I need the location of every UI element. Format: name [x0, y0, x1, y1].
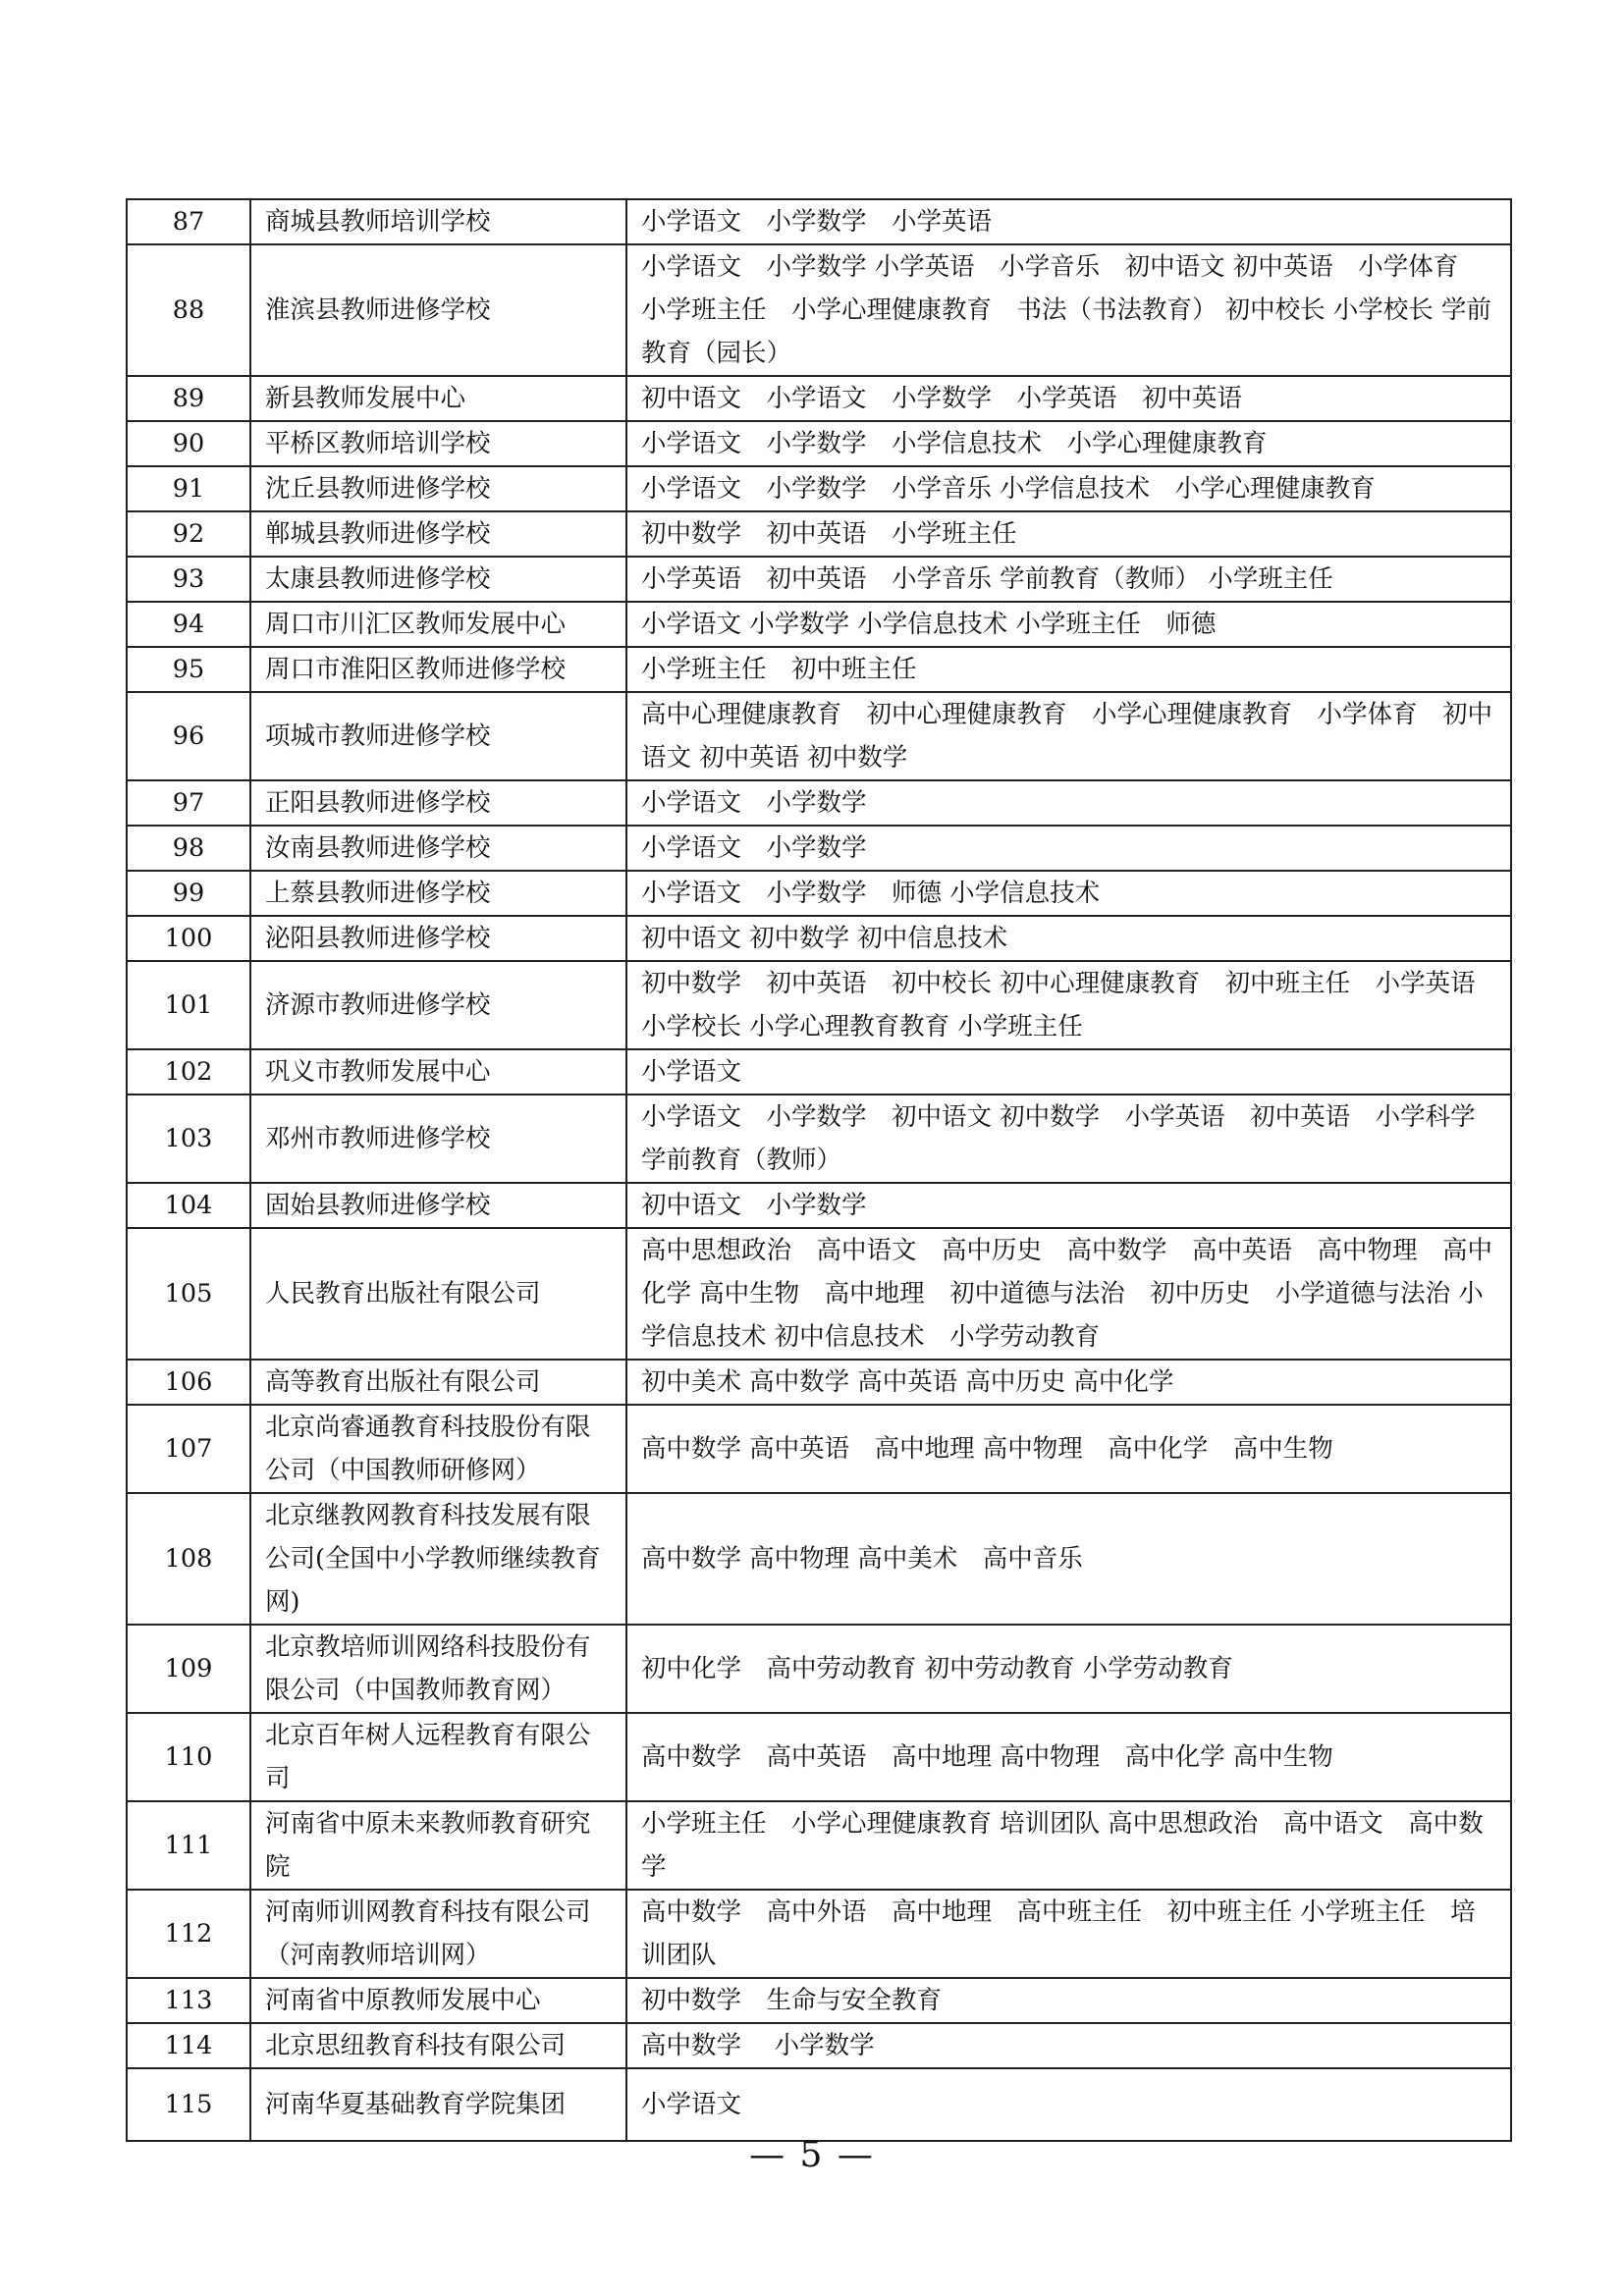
- subject-list: 初中语文 小学语文 小学数学 小学英语 初中英语: [626, 376, 1511, 421]
- table-row: [127, 2068, 1511, 2141]
- row-number: 107: [127, 1405, 250, 1493]
- table-row: [127, 1978, 1511, 2023]
- row-number: 103: [127, 1095, 250, 1183]
- institution-name: 上蔡县教师进修学校: [250, 871, 626, 916]
- table-row: [127, 244, 1511, 376]
- row-number: 90: [127, 421, 250, 466]
- institution-name: 固始县教师进修学校: [250, 1183, 626, 1228]
- table-row: [127, 2023, 1511, 2068]
- table-row: [127, 692, 1511, 780]
- row-number: 91: [127, 466, 250, 511]
- row-number: 111: [127, 1801, 250, 1890]
- institution-name: 济源市教师进修学校: [250, 961, 626, 1049]
- table-row: [127, 780, 1511, 826]
- subject-list: 初中语文 小学数学: [626, 1183, 1511, 1228]
- table-row: [127, 557, 1511, 602]
- row-number: 95: [127, 647, 250, 692]
- institution-name: 巩义市教师发展中心: [250, 1049, 626, 1095]
- subject-list: 小学语文 小学数学 小学英语 小学音乐 初中语文 初中英语 小学体育 小学班主任 小学心理健康教育 书法（书法教育） 初中校长 小学校长 学前教育（园长）: [626, 244, 1511, 376]
- subject-list: 初中语文 初中数学 初中信息技术: [626, 916, 1511, 961]
- page-number: — 5 —: [749, 2135, 875, 2175]
- row-number: 104: [127, 1183, 250, 1228]
- subject-list: 高中数学 高中英语 高中地理 高中物理 高中化学 高中生物: [626, 1405, 1511, 1493]
- table-row: [127, 647, 1511, 692]
- institution-name: 河南师训网教育科技有限公司（河南教师培训网）: [250, 1890, 626, 1978]
- institution-name: 北京教培师训网络科技股份有限公司（中国教师教育网）: [250, 1625, 626, 1713]
- table-row: [127, 1890, 1511, 1978]
- row-number: 96: [127, 692, 250, 780]
- institution-name: 河南省中原未来教师教育研究院: [250, 1801, 626, 1890]
- subject-list: 小学语文: [626, 2068, 1511, 2141]
- institution-name: 北京思纽教育科技有限公司: [250, 2023, 626, 2068]
- institution-name: 北京尚睿通教育科技股份有限公司（中国教师研修网）: [250, 1405, 626, 1493]
- row-number: 98: [127, 826, 250, 871]
- subject-list: 小学语文 小学数学 小学英语: [626, 199, 1511, 244]
- institution-name: 项城市教师进修学校: [250, 692, 626, 780]
- institution-name: 泌阳县教师进修学校: [250, 916, 626, 961]
- row-number: 106: [127, 1360, 250, 1405]
- table-row: [127, 961, 1511, 1049]
- institution-name: 人民教育出版社有限公司: [250, 1228, 626, 1360]
- subject-list: 小学英语 初中英语 小学音乐 学前教育（教师） 小学班主任: [626, 557, 1511, 602]
- table-row: [127, 871, 1511, 916]
- row-number: 93: [127, 557, 250, 602]
- row-number: 88: [127, 244, 250, 376]
- row-number: 94: [127, 602, 250, 647]
- table-row: [127, 1049, 1511, 1095]
- row-number: 99: [127, 871, 250, 916]
- institution-name: 北京百年树人远程教育有限公司: [250, 1713, 626, 1801]
- row-number: 101: [127, 961, 250, 1049]
- institution-name: 周口市川汇区教师发展中心: [250, 602, 626, 647]
- subject-list: 小学班主任 小学心理健康教育 培训团队 高中思想政治 高中语文 高中数学: [626, 1801, 1511, 1890]
- institution-name: 沈丘县教师进修学校: [250, 466, 626, 511]
- row-number: 92: [127, 511, 250, 557]
- row-number: 113: [127, 1978, 250, 2023]
- subject-list: 小学语文: [626, 1049, 1511, 1095]
- institution-name: 新县教师发展中心: [250, 376, 626, 421]
- table-row: [127, 1493, 1511, 1625]
- row-number: 115: [127, 2068, 250, 2141]
- row-number: 105: [127, 1228, 250, 1360]
- table-row: [127, 1713, 1511, 1801]
- subject-list: 高中心理健康教育 初中心理健康教育 小学心理健康教育 小学体育 初中语文 初中英语 初中数学: [626, 692, 1511, 780]
- row-number: 97: [127, 780, 250, 826]
- subject-list: 初中美术 高中数学 高中英语 高中历史 高中化学: [626, 1360, 1511, 1405]
- subject-list: 小学语文 小学数学 小学信息技术 小学心理健康教育: [626, 421, 1511, 466]
- table-row: [127, 1801, 1511, 1890]
- table-row: [127, 1228, 1511, 1360]
- subject-list: 小学语文 小学数学: [626, 826, 1511, 871]
- table-row: [127, 1625, 1511, 1713]
- subject-list: 初中化学 高中劳动教育 初中劳动教育 小学劳动教育: [626, 1625, 1511, 1713]
- training-institution-table: [126, 198, 1512, 2142]
- institution-name: 汝南县教师进修学校: [250, 826, 626, 871]
- table-row: [127, 826, 1511, 871]
- subject-list: 高中数学 高中物理 高中美术 高中音乐: [626, 1493, 1511, 1625]
- row-number: 108: [127, 1493, 250, 1625]
- institution-name: 河南省中原教师发展中心: [250, 1978, 626, 2023]
- table-row: [127, 1360, 1511, 1405]
- institution-name: 邓州市教师进修学校: [250, 1095, 626, 1183]
- institution-name: 郸城县教师进修学校: [250, 511, 626, 557]
- subject-list: 小学语文 小学数学: [626, 780, 1511, 826]
- subject-list: 初中数学 初中英语 小学班主任: [626, 511, 1511, 557]
- row-number: 89: [127, 376, 250, 421]
- institution-name: 正阳县教师进修学校: [250, 780, 626, 826]
- institution-name: 太康县教师进修学校: [250, 557, 626, 602]
- table-row: [127, 421, 1511, 466]
- table-row: [127, 376, 1511, 421]
- table-row: [127, 1405, 1511, 1493]
- subject-list: 小学班主任 初中班主任: [626, 647, 1511, 692]
- table-row: [127, 1095, 1511, 1183]
- subject-list: 小学语文 小学数学 师德 小学信息技术: [626, 871, 1511, 916]
- row-number: 87: [127, 199, 250, 244]
- row-number: 110: [127, 1713, 250, 1801]
- subject-list: 小学语文 小学数学 初中语文 初中数学 小学英语 初中英语 小学科学 学前教育（教师）: [626, 1095, 1511, 1183]
- subject-list: 小学语文 小学数学 小学音乐 小学信息技术 小学心理健康教育: [626, 466, 1511, 511]
- row-number: 109: [127, 1625, 250, 1713]
- subject-list: 高中数学 高中外语 高中地理 高中班主任 初中班主任 小学班主任 培训团队: [626, 1890, 1511, 1978]
- row-number: 112: [127, 1890, 250, 1978]
- subject-list: 小学语文 小学数学 小学信息技术 小学班主任 师德: [626, 602, 1511, 647]
- row-number: 102: [127, 1049, 250, 1095]
- table-row: [127, 916, 1511, 961]
- row-number: 100: [127, 916, 250, 961]
- subject-list: 初中数学 生命与安全教育: [626, 1978, 1511, 2023]
- subject-list: 高中数学 小学数学: [626, 2023, 1511, 2068]
- institution-name: 周口市淮阳区教师进修学校: [250, 647, 626, 692]
- subject-list: 初中数学 初中英语 初中校长 初中心理健康教育 初中班主任 小学英语 小学校长 小学心理教育教育 小学班主任: [626, 961, 1511, 1049]
- institution-name: 淮滨县教师进修学校: [250, 244, 626, 376]
- table-row: [127, 602, 1511, 647]
- subject-list: 高中数学 高中英语 高中地理 高中物理 高中化学 高中生物: [626, 1713, 1511, 1801]
- institution-name: 北京继教网教育科技发展有限公司(全国中小学教师继续教育网): [250, 1493, 626, 1625]
- table-row: [127, 466, 1511, 511]
- subject-list: 高中思想政治 高中语文 高中历史 高中数学 高中英语 高中物理 高中化学 高中生物 高中地理 初中道德与法治 初中历史 小学道德与法治 小学信息技术 初中信息技术 小学劳动教育: [626, 1228, 1511, 1360]
- row-number: 114: [127, 2023, 250, 2068]
- institution-name: 平桥区教师培训学校: [250, 421, 626, 466]
- table-row: [127, 1183, 1511, 1228]
- institution-name: 高等教育出版社有限公司: [250, 1360, 626, 1405]
- table-row: [127, 199, 1511, 244]
- institution-name: 商城县教师培训学校: [250, 199, 626, 244]
- table-row: [127, 511, 1511, 557]
- table-body: [127, 199, 1511, 2141]
- institution-name: 河南华夏基础教育学院集团: [250, 2068, 626, 2141]
